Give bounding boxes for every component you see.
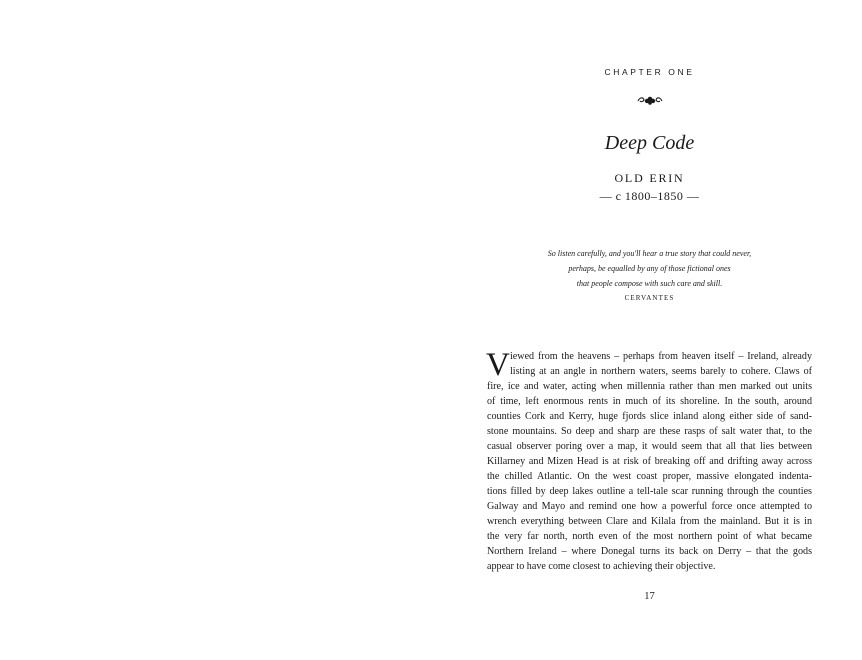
body-line: of time, left enormous rents in much of its shoreline. In the south, around (487, 396, 812, 407)
chapter-title: Deep Code (604, 132, 695, 154)
body-line: the chilled Atlantic. On the west coast proper, massive elongated indenta- (487, 471, 812, 482)
body-line: fire, ice and water, acting when millennia rather than men marked out units (487, 381, 812, 392)
body-line: appear to have come closest to achieving their objective. (487, 561, 716, 572)
epigraph-line: perhaps, be equalled by any of those fictional ones (568, 264, 731, 273)
page-number: 17 (644, 591, 655, 602)
body-line: wrench everything between Clare and Kilala from the mainland. But it is in (487, 516, 812, 527)
body-line: counties Cork and Kerry, huge fjords slice inland along either side of sand- (487, 411, 812, 422)
body-line: tions filled by deep lakes outline a tell-tale scar running through the counties (487, 486, 812, 497)
fleuron-icon (637, 96, 663, 106)
body-line: Killarney and Mizen Head is at risk of breaking off and drifting away across (487, 456, 812, 467)
chapter-place: OLD ERIN (614, 171, 685, 185)
body-line: Galway and Mayo and remind one how a powerful force once attempted to (487, 501, 812, 512)
chapter-dates: — c 1800–1850 — (599, 189, 700, 203)
drop-cap: V (486, 347, 510, 383)
body-line: iewed from the heavens – perhaps from heaven itself – Ireland, already (510, 351, 812, 362)
epigraph-line: that people compose with such care and skill. (576, 279, 723, 288)
epigraph (487, 246, 812, 291)
body-line: the very far north, north even of the most northern point of what became (487, 531, 812, 542)
body-line: stone mountains. So deep and sharp are these rasps of salt water that, to the (487, 426, 812, 437)
right-page (487, 0, 812, 660)
body-text (487, 349, 812, 574)
body-line: listing at an angle in northern waters, seems barely to cohere. Claws of (510, 366, 812, 377)
chapter-label: CHAPTER ONE (604, 67, 695, 77)
epigraph-line: So listen carefully, and you'll hear a true story that could never, (547, 249, 752, 258)
body-line: casual observer poring over a map, it would seem that all that lies between (487, 441, 812, 452)
ornament (487, 93, 812, 111)
epigraph-attribution: CERVANTES (624, 294, 675, 302)
body-line: Northern Ireland – where Donegal turns its back on Derry – that the gods (487, 546, 812, 557)
